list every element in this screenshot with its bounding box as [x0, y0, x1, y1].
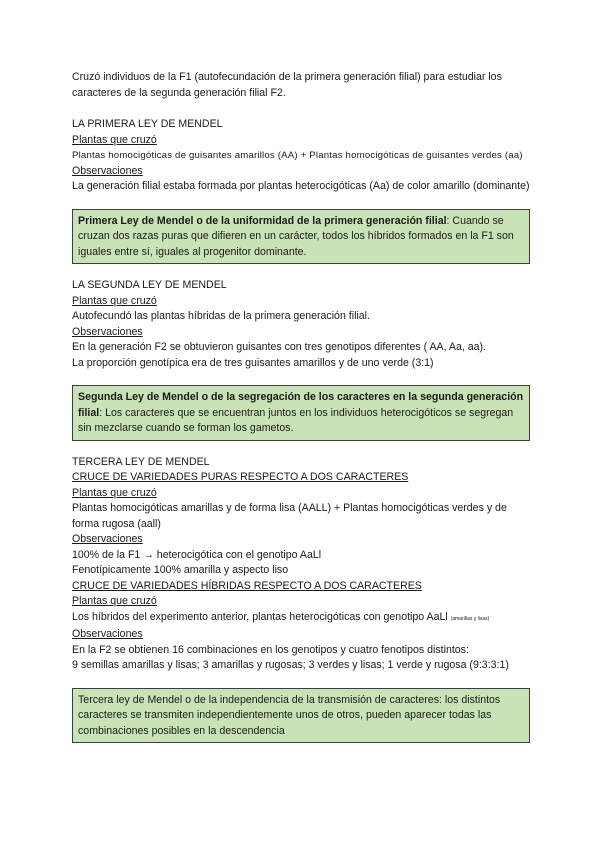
ley3-obs-text-2: Fenotípicamente 100% amarilla y aspecto liso: [72, 564, 289, 576]
ley2-obs-text-1: En la generación F2 se obtuvieron guisantes con tres genotipos diferentes ( AA, Aa, aa).: [72, 341, 486, 353]
ley3-plantas2-line: [72, 610, 530, 628]
ley2-heading: LA SEGUNDA LEY DE MENDEL: [72, 279, 227, 291]
ley2-obs-label: Observaciones: [72, 325, 143, 338]
ley3-summary-box: [72, 688, 530, 744]
ley3-obs-label: Observaciones: [72, 533, 143, 545]
ley1-obs-text: La generación filial estaba formada por plantas heterocigóticas (Aa) de color amarillo (dominante): [72, 180, 530, 192]
ley3-obs2-text-1: En la F2 se obtienen 16 combinaciones en los genotipos y cuatro fenotipos distintos:: [72, 643, 469, 656]
ley1-box-text: : Cuando se cruzan dos razas puras que difieren en un carácter, todos los híbridos formados en la F1 son iguales entre sí, iguales al progenitor dominante.: [78, 214, 514, 258]
ley3-plantas2-text: Los híbridos del experimento anterior, plantas heterocigóticas con genotipo AaLl: [72, 610, 448, 623]
ley3-plantas2-label: Plantas que cruzó: [72, 595, 157, 607]
ley3-subheading-2: CRUCE DE VARIEDADES HÍBRIDAS RESPECTO A DOS CARACTERES: [72, 579, 422, 592]
ley2-summary-box: [72, 385, 530, 441]
ley3-subheading-1: CRUCE DE VARIEDADES PURAS RESPECTO A DOS CARACTERES: [72, 471, 409, 483]
ley3-plantas2-note: (amarillas y lisas): [450, 615, 490, 622]
document-page: [72, 70, 530, 743]
ley1-obs-label: Observaciones: [72, 164, 143, 177]
ley1-box-title: Primera Ley de Mendel o de la uniformidad de la primera generación filial: [78, 214, 447, 227]
ley2-plantas-label: Plantas que cruzó: [72, 294, 157, 307]
ley1-heading: LA PRIMERA LEY DE MENDEL: [72, 118, 223, 130]
ley2-plantas-text: Autofecundó las plantas híbridas de la primera generación filial.: [72, 310, 370, 322]
ley3-heading: TERCERA LEY DE MENDEL: [72, 455, 210, 468]
ley1-plantas-label: Plantas que cruzó: [72, 133, 157, 146]
ley3-obs-text-1: 100% de la F1 → heterocigótica con el genotipo AaLl: [72, 548, 322, 561]
ley3-obs2-label: Observaciones: [72, 628, 143, 640]
ley1-plantas-text: Plantas homocigóticas de guisantes amarillos (AA) + Plantas homocigóticas de guisantes verdes (aa): [72, 150, 523, 161]
ley3-plantas-label: Plantas que cruzó: [72, 486, 157, 499]
ley2-box-text: : Los caracteres que se encuentran juntos en los individuos heterocigóticos se segregan sin mezclarse cuando se forman los gametos.: [78, 406, 514, 434]
ley2-obs-text-2: La proporción genotípica era de tres guisantes amarillos y de uno verde (3:1): [72, 356, 434, 369]
ley3-box-text: Tercera ley de Mendel o de la independencia de la transmisión de caracteres: los distintos caracteres se transmiten independientemente unos de otros, pueden aparecer todas las combinaciones posibles en la descendencia: [78, 693, 501, 737]
ley2-box-title: Segunda Ley de Mendel o de la segregación de los caracteres en la segunda generación filial: [78, 391, 524, 419]
intro-paragraph: Cruzó individuos de la F1 (autofecundación de la primera generación filial) para estudiar los caracteres de la segunda generación filial F2.: [72, 71, 502, 99]
ley1-summary-box: [72, 209, 530, 265]
ley3-plantas-text: Plantas homocigóticas amarillas y de forma lisa (AALL) + Plantas homocigóticas verdes y de forma rugosa (aall): [72, 502, 507, 530]
ley3-obs2-text-2: 9 semillas amarillas y lisas; 3 amarillas y rugosas; 3 verdes y lisas; 1 verde y rugosa (9:3:3:1): [72, 659, 509, 671]
